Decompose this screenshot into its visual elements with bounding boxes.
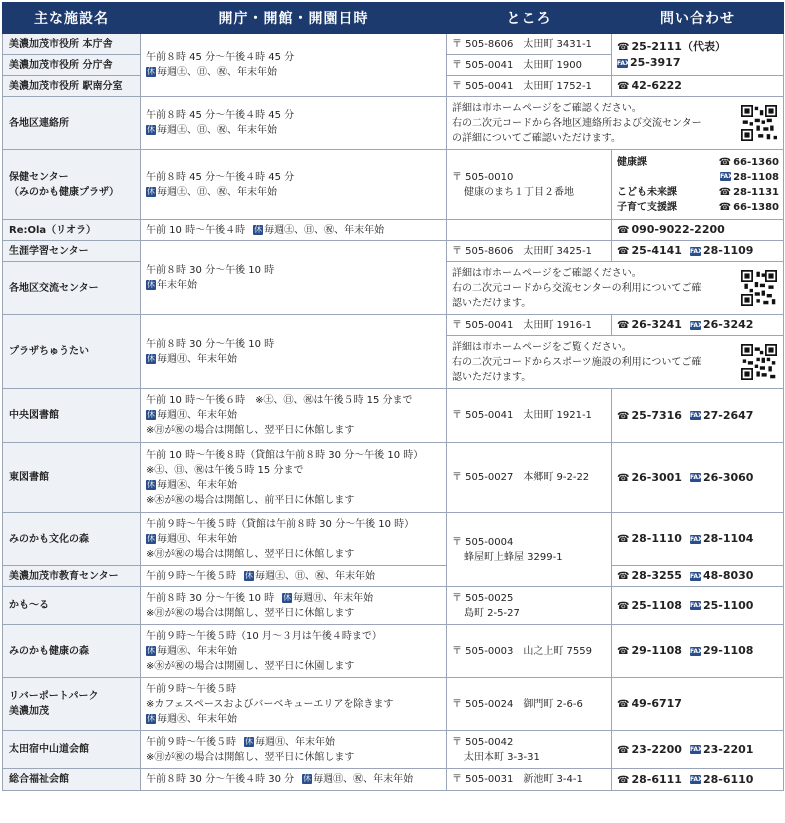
hours-cell: 午前 10 時～午後４時 休 毎週㊏、㊐、㊗、年末年始 <box>141 220 447 241</box>
contact-cell: ☎ 25-2111（代表） FAX25-3917 <box>612 34 784 76</box>
header-contact: 問い合わせ <box>612 3 784 34</box>
hours-cell: 午前９時～午後５時（貸館は午前８時 30 分～午後 10 時） 休 毎週㊊、年末年始 ※㊊が㊗の場合は開館し、翌平日に休館します <box>141 513 447 566</box>
address: 〒 505-0025 島町 2-5-27 <box>447 587 612 625</box>
fax-icon: FAX <box>689 572 703 580</box>
address: 〒 505-0031 新池町 3-4-1 <box>447 769 612 791</box>
table-row <box>3 241 784 262</box>
facility-name: 美濃加茂市役所 本庁舎 <box>3 34 141 55</box>
header-address: ところ <box>447 3 612 34</box>
facility-name: 生涯学習センター <box>3 241 141 262</box>
facility-name: みのかも文化の森 <box>3 513 141 566</box>
closed-badge: 休 <box>303 774 312 783</box>
facility-name: 東図書館 <box>3 443 141 513</box>
closed-badge: 休 <box>147 410 155 419</box>
phone-icon: ☎ <box>617 472 630 484</box>
header-name: 主な施設名 <box>3 3 141 34</box>
qr-code-icon[interactable] <box>741 344 777 380</box>
fax-icon: FAX <box>689 321 703 329</box>
facility-name: リバーポートパーク 美濃加茂 <box>3 678 141 731</box>
facility-name: 中央図書館 <box>3 389 141 443</box>
contact-cell: ☎ 29-1108 FAX29-1108 <box>612 625 784 678</box>
table-row <box>3 587 784 625</box>
phone-icon: ☎ <box>617 246 630 257</box>
header-row <box>3 3 784 34</box>
phone-icon: ☎ <box>718 156 732 168</box>
contact-cell: 健康課 ☎ 66-1360 FAX28-1108 こども未来課 ☎ 28-1131 子育て支援課 ☎ 66-1380 <box>612 150 784 220</box>
phone-icon: ☎ <box>617 410 630 422</box>
facility-name: 保健センター （みのかも健康プラザ） <box>3 150 141 220</box>
hours-cell: 午前９時～午後５時 ※カフェスペースおよびバーベキューエリアを除きます 休 毎週㊋、年末年始 <box>141 678 447 731</box>
hours-cell: 午前９時～午後５時（10 月～３月は午後４時まで） 休 毎週㊌、年末年始 ※㊌が㊗の場合は開園し、翌平日に休園します <box>141 625 447 678</box>
address: 〒 505-0024 御門町 2-6-6 <box>447 678 612 731</box>
facility-name: かも～る <box>3 587 141 625</box>
phone-icon: ☎ <box>617 534 630 545</box>
closed-badge: 休 <box>245 736 253 746</box>
hours-cell: 午前８時 30 分～午後 10 時 休 毎週㊊、年末年始 <box>141 315 447 389</box>
fax-icon: FAX <box>689 746 703 753</box>
contact-cell: ☎ 49-6717 <box>612 678 784 731</box>
hours-cell: 午前８時 45 分～午後４時 45 分 休 毎週㊏、㊐、㊗、年末年始 <box>141 34 447 97</box>
facility-name: 総合福祉会館 <box>3 769 141 791</box>
phone-icon: ☎ <box>617 225 630 236</box>
closed-badge: 休 <box>254 224 263 234</box>
phone-icon: ☎ <box>617 81 630 92</box>
contact-cell: ☎ 25-4141 FAX28-1109 <box>612 241 784 262</box>
address: 〒 505-0041 太田町 1752-1 <box>447 76 612 97</box>
contact-cell: ☎ 28-6111 FAX28-6110 <box>612 769 784 791</box>
closed-badge: 休 <box>147 353 155 363</box>
contact-cell: ☎ 23-2200 FAX23-2201 <box>612 731 784 769</box>
facility-name: 美濃加茂市教育センター <box>3 566 141 587</box>
hours-cell: 午前８時 30 分～午後 10 時 休 年末年始 <box>141 241 447 315</box>
phone-icon: ☎ <box>617 699 630 710</box>
closed-badge: 休 <box>147 279 155 289</box>
fax-icon: FAX <box>720 173 733 180</box>
table-row <box>3 315 784 336</box>
fax-icon: FAX <box>689 535 703 543</box>
contact-cell: ☎ 26-3001 FAX26-3060 <box>612 443 784 513</box>
closed-badge: 休 <box>283 592 292 602</box>
facility-name: 太田宿中山道会館 <box>3 731 141 769</box>
closed-badge: 休 <box>147 186 155 196</box>
table-row <box>3 769 784 791</box>
phone-icon: ☎ <box>617 744 630 756</box>
facility-table <box>2 2 784 791</box>
address: 〒 505-8606 太田町 3425-1 <box>447 241 612 262</box>
fax-icon: FAX <box>689 602 703 609</box>
phone-icon: ☎ <box>718 201 732 213</box>
facility-name: プラザちゅうたい <box>3 315 141 389</box>
contact-cell: ☎ 25-7316 FAX27-2647 <box>612 389 784 443</box>
table-row <box>3 625 784 678</box>
table-row <box>3 389 784 443</box>
closed-badge: 休 <box>147 533 155 543</box>
contact-cell: ☎ 26-3241 FAX26-3242 <box>612 315 784 336</box>
qr-code-icon[interactable] <box>741 270 777 306</box>
fax-icon: FAX <box>689 647 703 655</box>
phone-icon: ☎ <box>617 600 630 612</box>
address: 〒 505-8606 太田町 3431-1 <box>447 34 612 55</box>
contact-cell: ☎ 25-1108 FAX25-1100 <box>612 587 784 625</box>
fax-icon: FAX <box>617 59 630 67</box>
hours-cell: 午前 10 時～午後６時 ※㊏、㊐、㊗は午後５時 15 分まで 休 毎週㊊、年末年始 ※㊊が㊗の場合は開館し、翌平日に休館します <box>141 389 447 443</box>
contact-cell: ☎ 28-1110 FAX28-1104 <box>612 513 784 566</box>
phone-icon: ☎ <box>617 774 630 786</box>
address: 〒 505-0010 健康のまち１丁目２番地 <box>447 150 612 220</box>
address: 〒 505-0003 山之上町 7559 <box>447 625 612 678</box>
address: 〒 505-0041 太田町 1916-1 <box>447 315 612 336</box>
address: 〒 505-0041 太田町 1900 <box>447 55 612 76</box>
address: 〒 505-0027 本郷町 9-2-22 <box>447 443 612 513</box>
table-row <box>3 220 784 241</box>
table-row <box>3 513 784 566</box>
info-cell: 詳細は市ホームページをご確認ください。 右の二次元コードから交流センターの利用についてご確 認いただけます。 <box>447 262 784 315</box>
fax-icon: FAX <box>689 412 703 419</box>
facility-name: 各地区交流センター <box>3 262 141 315</box>
qr-code-icon[interactable] <box>741 105 777 141</box>
hours-cell: 午前 10 時～午後８時（貸館は午前８時 30 分～午後 10 時） ※㊏、㊐、㊗は午後５時 15 分まで 休 毎週㊍、年末年始 ※㊍が㊗の場合は開館し、前平日に休館します <box>141 443 447 513</box>
facility-name: みのかも健康の森 <box>3 625 141 678</box>
closed-badge: 休 <box>147 67 155 76</box>
phone-icon: ☎ <box>718 186 732 198</box>
closed-badge: 休 <box>245 570 253 580</box>
hours-cell: 午前８時 30 分～午後４時 30 分 休 毎週㊐、㊗、年末年始 <box>141 769 447 791</box>
hours-cell: 午前８時 45 分～午後４時 45 分 休 毎週㊏、㊐、㊗、年末年始 <box>141 150 447 220</box>
phone-icon: ☎ <box>617 42 630 53</box>
info-cell: 詳細は市ホームページをご確認ください。 右の二次元コードから各地区連絡所および交流センター の詳細についてご確認いただけます。 <box>447 97 784 150</box>
info-cell: 詳細は市ホームページをご覧ください。 右の二次元コードからスポーツ施設の利用についてご確 認いただけます。 <box>447 336 784 389</box>
table-row <box>3 566 784 587</box>
fax-icon: FAX <box>689 247 703 255</box>
table-row <box>3 150 784 220</box>
closed-badge: 休 <box>147 125 155 134</box>
table-row <box>3 34 784 55</box>
address: 〒 505-0042 太田本町 3-3-31 <box>447 731 612 769</box>
hours-cell: 午前９時～午後５時 休 毎週㊏、㊐、㊗、年末年始 <box>141 566 447 587</box>
contact-cell: ☎ 28-3255 FAX48-8030 <box>612 566 784 587</box>
table-row <box>3 731 784 769</box>
hours-cell: 午前８時 45 分～午後４時 45 分 休 毎週㊏、㊐、㊗、年末年始 <box>141 97 447 150</box>
phone-icon: ☎ <box>617 571 630 582</box>
fax-icon: FAX <box>689 776 703 783</box>
header-hours: 開庁・開館・開園日時 <box>141 3 447 34</box>
facility-name: 各地区連絡所 <box>3 97 141 150</box>
facility-name: Re:Ola（リオラ） <box>3 220 141 241</box>
phone-icon: ☎ <box>617 320 630 331</box>
closed-badge: 休 <box>147 713 155 723</box>
closed-badge: 休 <box>147 479 155 489</box>
facility-name: 美濃加茂市役所 分庁舎 <box>3 55 141 76</box>
hours-cell: 午前８時 30 分～午後 10 時 休 毎週㊊、年末年始 ※㊊が㊗の場合は開館し、翌平日に休館します <box>141 587 447 625</box>
table-row <box>3 97 784 150</box>
address: 〒 505-0041 太田町 1921-1 <box>447 389 612 443</box>
table-row <box>3 443 784 513</box>
address: 〒 505-0004 蜂屋町上蜂屋 3299-1 <box>447 513 612 587</box>
closed-badge: 休 <box>147 645 155 655</box>
facility-name: 美濃加茂市役所 駅南分室 <box>3 76 141 97</box>
fax-icon: FAX <box>689 474 703 481</box>
contact-cell: ☎ 42-6222 <box>612 76 784 97</box>
contact-cell: ☎ 090-9022-2200 <box>612 220 784 241</box>
hours-cell: 午前９時～午後５時 休 毎週㊊、年末年始 ※㊊が㊗の場合は開館し、翌平日に休館します <box>141 731 447 769</box>
phone-icon: ☎ <box>617 646 630 657</box>
table-row <box>3 678 784 731</box>
